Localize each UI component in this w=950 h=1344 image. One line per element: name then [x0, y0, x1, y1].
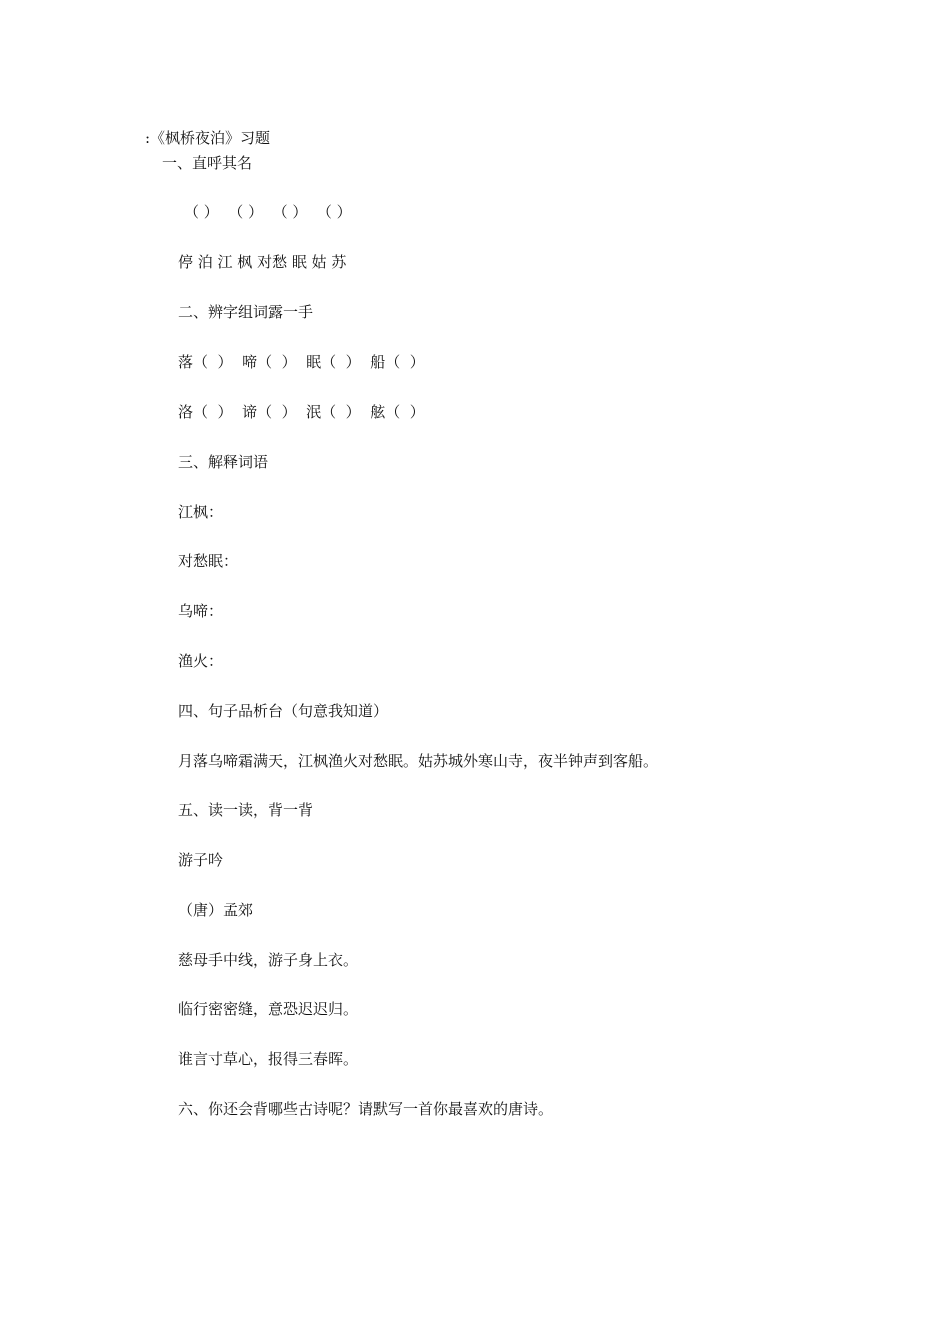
section-3-heading: 三、解释词语 — [178, 453, 269, 471]
poem-line-3: 谁言寸草心，报得三春晖。 — [178, 1050, 359, 1068]
poem-author: （唐）孟郊 — [178, 901, 254, 919]
term-wuti: 乌啼： — [178, 602, 224, 620]
section-6-heading: 六、你还会背哪些古诗呢？请默写一首你最喜欢的唐诗。 — [178, 1100, 554, 1118]
term-duichoumian: 对愁眠： — [178, 552, 239, 570]
character-row: 停 泊 江 枫 对愁 眠 姑 苏 — [178, 253, 347, 271]
section-2-heading: 二、辨字组词露一手 — [178, 303, 314, 321]
word-group-row-2: 洛（ ） 谛（ ） 泯（ ） 舷（ ） — [178, 403, 425, 421]
worksheet-title: :《枫桥夜泊》习题 — [145, 129, 271, 147]
word-group-row-1: 落（ ） 啼（ ） 眠（ ） 船（ ） — [178, 353, 425, 371]
term-yuhuo: 渔火： — [178, 652, 224, 670]
poem-line-1: 慈母手中线，游子身上衣。 — [178, 951, 359, 969]
poem-full-text: 月落乌啼霜满天，江枫渔火对愁眠。姑苏城外寒山寺，夜半钟声到客船。 — [178, 752, 659, 770]
term-jiangfeng: 江枫： — [178, 503, 224, 521]
section-5-heading: 五、读一读，背一背 — [178, 801, 314, 819]
poem-line-2: 临行密密缝，意恐迟迟归。 — [178, 1000, 359, 1018]
section-4-heading: 四、句子品析台（句意我知道） — [178, 702, 389, 720]
section-1-heading: 一、直呼其名 — [162, 154, 253, 172]
poem-title: 游子吟 — [178, 851, 224, 869]
pinyin-blanks: （ ） （ ） （ ） （ ） — [184, 203, 352, 221]
